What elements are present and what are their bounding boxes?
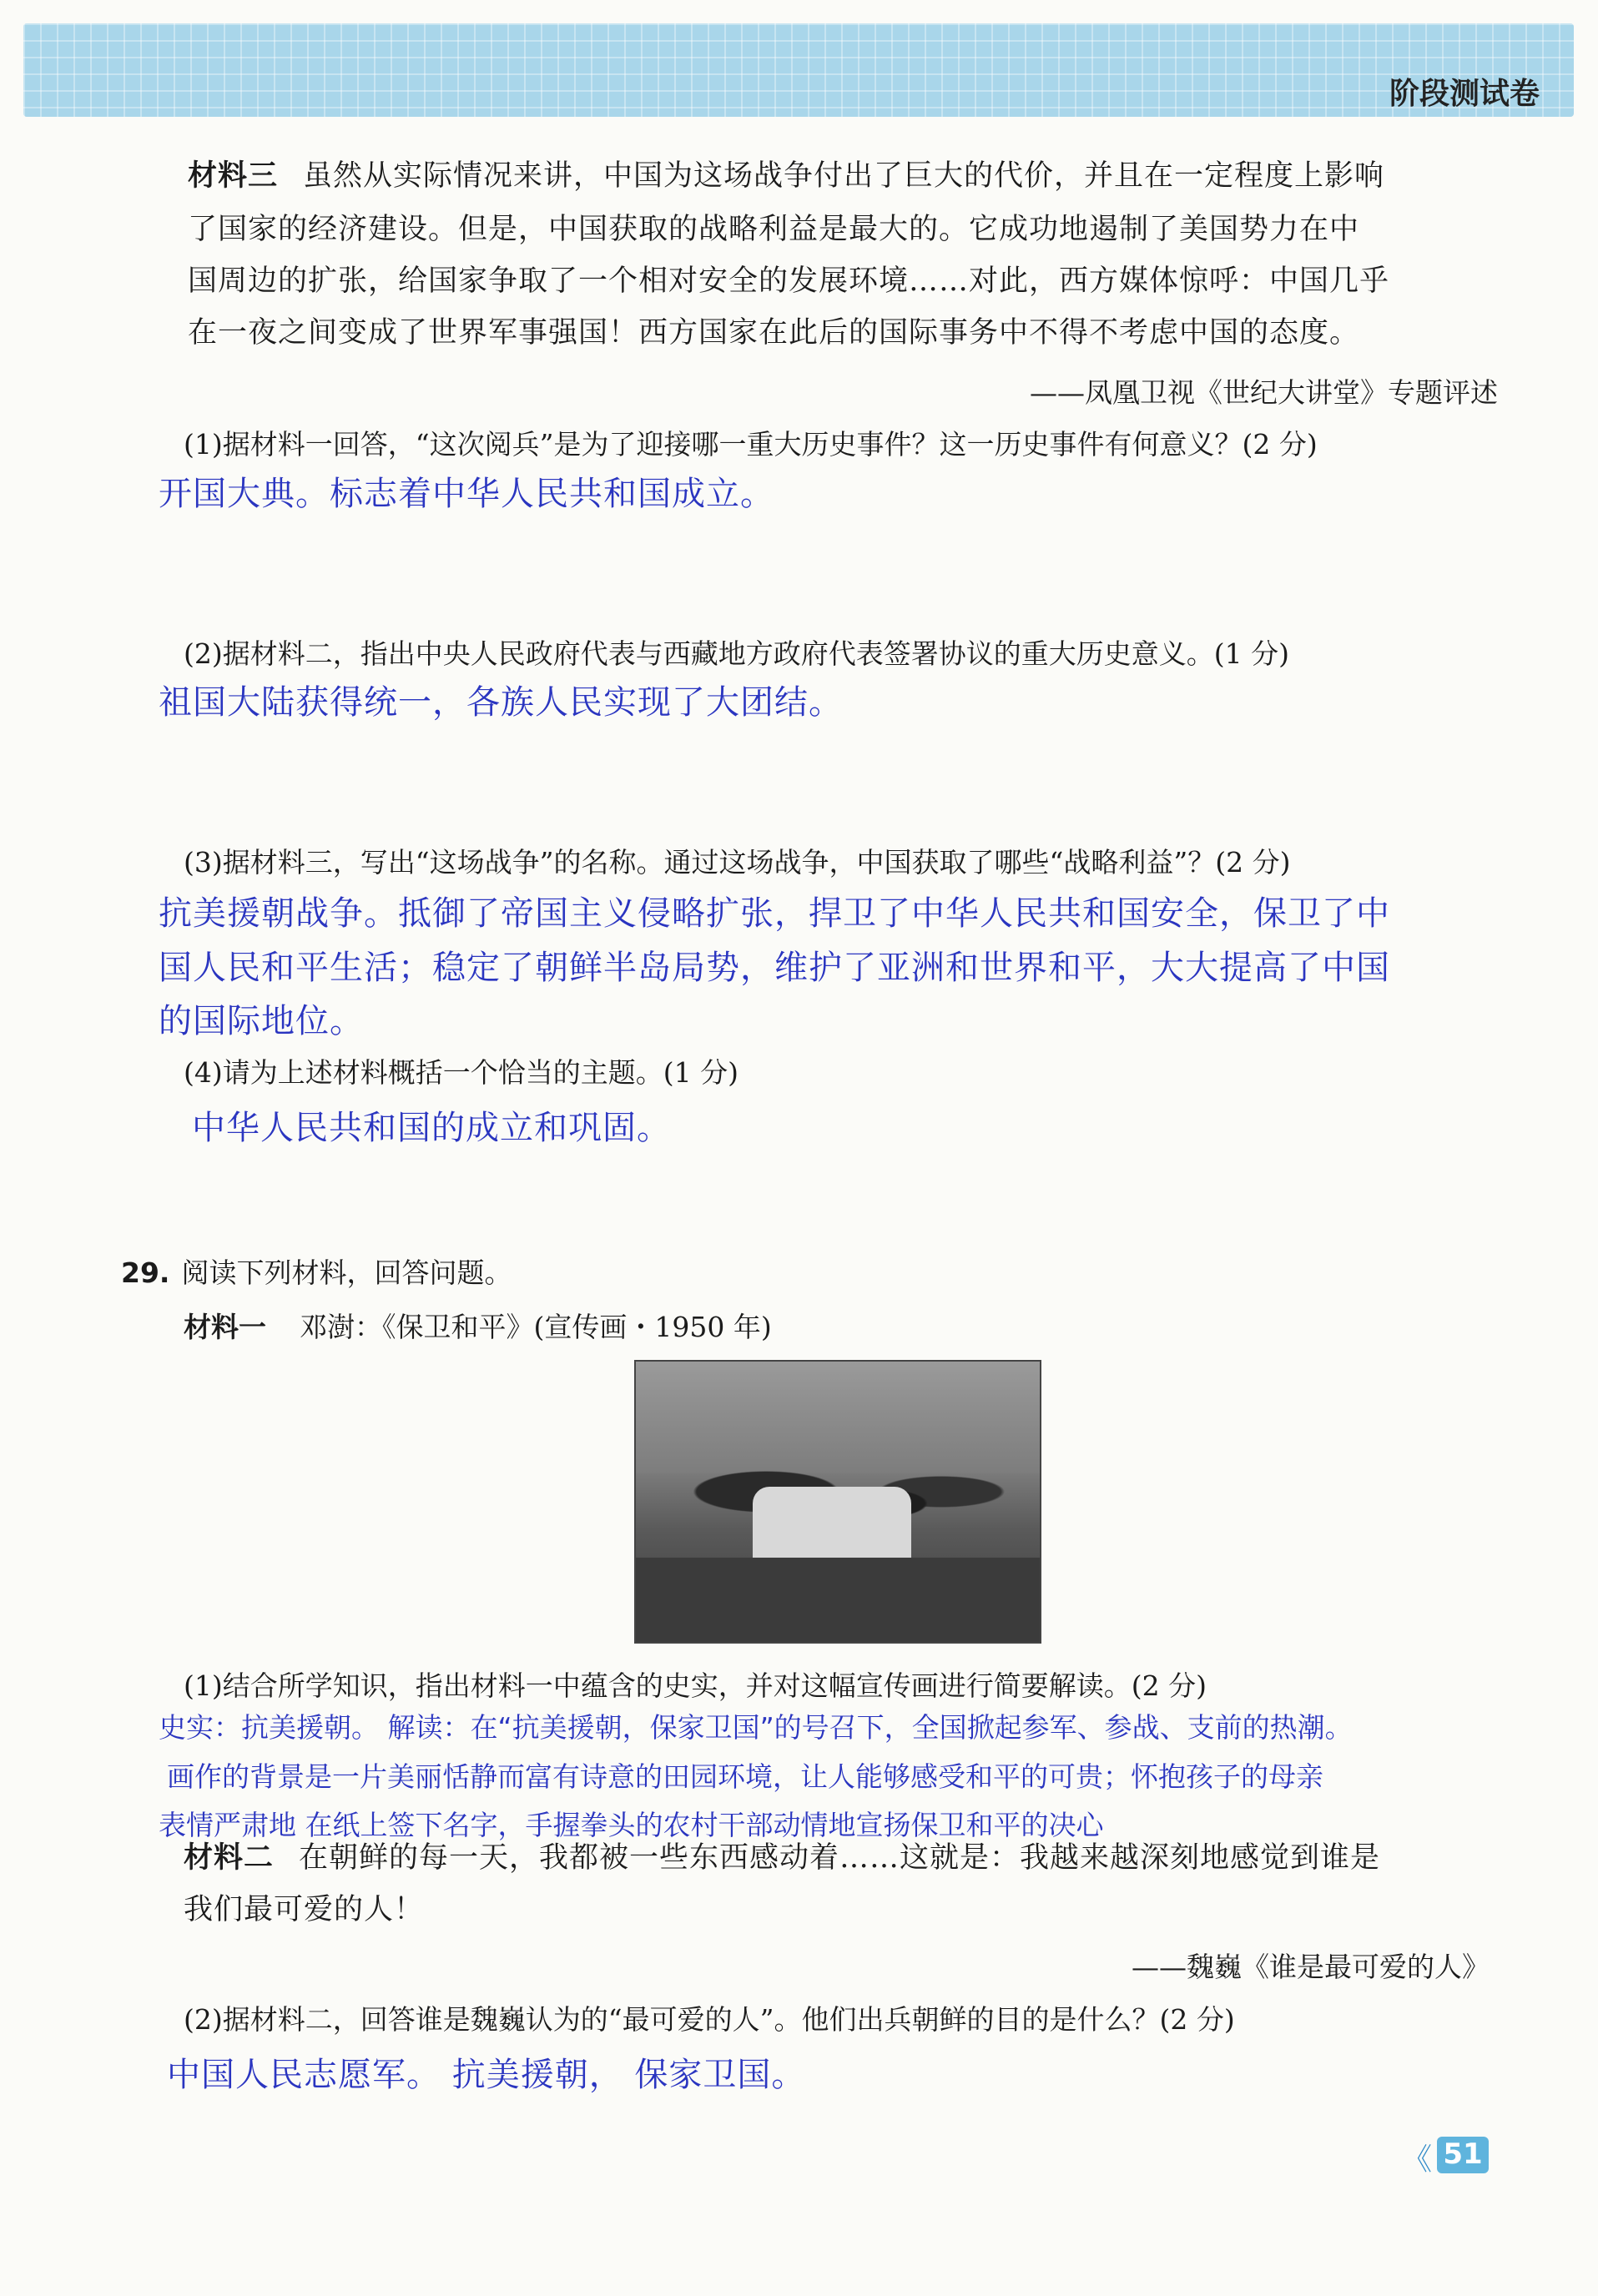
- q28-question-1: (1)据材料一回答，“这次阅兵”是为了迎接哪一重大历史事件？这一历史事件有何意义？(2 分): [184, 428, 1318, 461]
- q29-answer-1-line-2: 画作的背景是一片美丽恬静而富有诗意的田园环境，让人能够感受和平的可贵；怀抱孩子的母亲: [167, 1760, 1323, 1793]
- material3-line-4: 在一夜之间变成了世界军事强国！西方国家在此后的国际事务中不得不考虑中国的态度。: [188, 316, 1360, 350]
- q29-number: 29.: [121, 1256, 170, 1289]
- painting-ground: [636, 1558, 1040, 1642]
- q28-question-3: (3)据材料三，写出“这场战争”的名称。通过这场战争，中国获取了哪些“战略利益”？(2 分): [184, 846, 1291, 879]
- q29-question-1: (1)结合所学知识，指出材料一中蕴含的史实，并对这幅宣传画进行简要解读。(2 分): [184, 1669, 1207, 1702]
- q29-material2-line-1: 材料二 在朝鲜的每一天，我都被一些东西感动着……这就是：我越来越深刻地感觉到谁是: [184, 1841, 1381, 1875]
- q28-answer-3-line-2: 国人民和平生活；稳定了朝鲜半岛局势，维护了亚洲和世界和平，大大提高了中国: [159, 949, 1390, 987]
- page-chevron-icon: 《: [1402, 2142, 1433, 2177]
- q28-answer-4: 中华人民共和国的成立和巩固。: [192, 1109, 671, 1147]
- q29-material2-source: ——魏巍《谁是最可爱的人》: [1132, 1951, 1490, 1983]
- page-number: 51: [1443, 2137, 1483, 2171]
- q29-answer-1-line-3: 表情严肃地 在纸上签下名字，手握拳头的农村干部动情地宣扬保卫和平的决心: [159, 1809, 1104, 1841]
- q29-answer-2: 中国人民志愿军。 抗美援朝， 保家卫国。: [167, 2056, 806, 2094]
- q28-question-2: (2)据材料二，指出中央人民政府代表与西藏地方政府代表签署协议的重大历史意义。(1 分): [184, 637, 1289, 670]
- q28-question-4: (4)请为上述材料概括一个恰当的主题。(1 分): [184, 1056, 739, 1089]
- material3-line-2: 了国家的经济建设。但是，中国获取的战略利益是最大的。它成功地遏制了美国势力在中: [188, 213, 1360, 246]
- q28-answer-1: 开国大典。标志着中华人民共和国成立。: [159, 475, 774, 513]
- q29-question-2: (2)据材料二，回答谁是魏巍认为的“最可爱的人”。他们出兵朝鲜的目的是什么？(2 分): [184, 2003, 1235, 2036]
- q29-header: [121, 1251, 512, 1291]
- q29-material1-text: 邓澍：《保卫和平》(宣传画・1950 年): [300, 1311, 772, 1343]
- q29-answer-1-line-1: 史实：抗美援朝。 解读：在“抗美援朝，保家卫国”的号召下，全国掀起参军、参战、支前的热潮。: [159, 1711, 1353, 1744]
- q29-intro: 阅读下列材料，回答问题。: [181, 1256, 512, 1289]
- q29-material2-line-2: 我们最可爱的人！: [184, 1893, 425, 1926]
- propaganda-painting: [634, 1360, 1041, 1644]
- material3-line-3: 国周边的扩张，给国家争取了一个相对安全的发展环境……对此，西方媒体惊呼：中国几乎: [188, 264, 1390, 298]
- q29-material2-label: 材料二: [184, 1841, 275, 1875]
- q28-answer-2: 祖国大陆获得统一，各族人民实现了大团结。: [159, 683, 843, 722]
- material3-label: 材料三: [188, 159, 279, 193]
- material3-line-1: 材料三 虽然从实际情况来讲，中国为这场战争付出了巨大的代价，并且在一定程度上影响: [188, 159, 1385, 193]
- q29-material1: [184, 1306, 772, 1345]
- material3-source: ——凤凰卫视《世纪大讲堂》专题评述: [1030, 376, 1498, 409]
- q28-answer-3-line-3: 的国际地位。: [159, 1002, 364, 1040]
- q28-answer-3-line-1: 抗美援朝战争。抵御了帝国主义侵略扩张，捍卫了中华人民共和国安全，保卫了中: [159, 894, 1390, 933]
- q29-material1-label: 材料一: [184, 1311, 266, 1343]
- header-band: [23, 23, 1574, 117]
- header-title: 阶段测试卷: [1389, 77, 1540, 111]
